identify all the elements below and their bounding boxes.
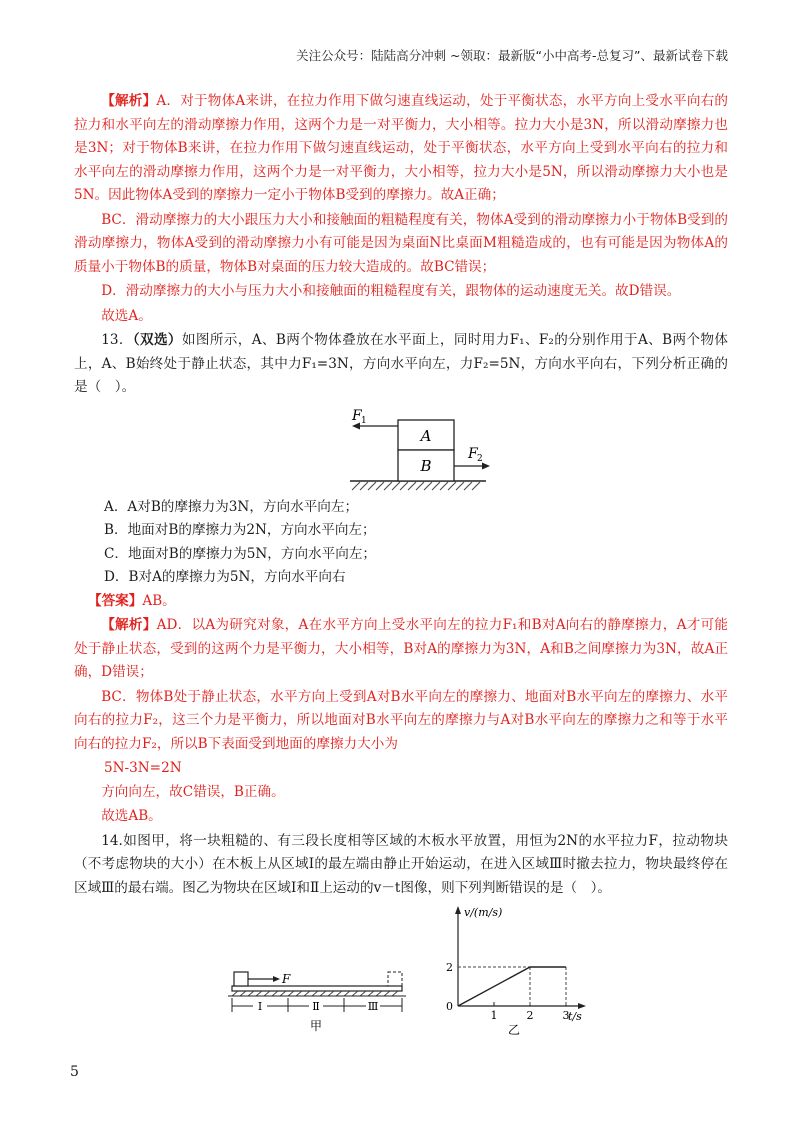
x-tick-1: 1 [490,1009,498,1022]
q13-figure [344,406,494,492]
label-force: F [282,972,291,986]
q13-stem [74,329,728,400]
label-a: A [420,426,432,445]
label-f2-sub: 2 [477,453,483,464]
q13-text: 如图所示，A、B两个物体叠放在水平面上，同时用力F₁、F₂的分别作用于A、B两个物体上，A、B始终处于静止状态，其中力F₁=3N，方向水平向左，力F₂=5N，方向水平向右，下列分析正确的是（ ）。 [74,332,728,395]
q12-conclusion: 故选A。 [101,307,152,324]
q13-equation: 5N-3N=2N [104,760,182,776]
region-2: Ⅱ [312,1000,320,1013]
vt-line [458,967,566,1006]
q14-stem [74,830,728,901]
caption-yi: 乙 [507,1023,521,1036]
ground-hatch [352,482,480,490]
y-tick-2: 2 [446,961,453,974]
page-content [74,90,728,1036]
q14-figure-yi [428,904,598,1036]
q12-analysis-a [74,90,728,208]
analysis-tag: 【解析】 [101,93,157,109]
region-3: Ⅲ [367,1000,379,1013]
y-axis-arrow-icon [455,906,461,914]
x-tick-3: 3 [562,1009,570,1022]
label-f2: F [468,445,478,462]
label-f1-sub: 1 [361,415,367,426]
x-axis-label: t/s [568,1010,582,1023]
f2-arrow-icon [482,462,490,469]
q13-analysis-bc: BC．物体B处于静止状态，水平方向上受到A对B水平向左的摩擦力、地面对B水平向左的摩擦力、水平向右的拉力F₂，这三个力是平衡力，所以地面对B水平向左的摩擦力与A对B水平向左的摩擦力之和等于水平向右的拉力F₂，所以B下表面受到地面的摩擦力大小为 [74,688,728,752]
q13-option-b: B．地面对B的摩擦力为2N，方向水平向左； [104,522,376,538]
analysis-tag: 【解析】 [101,617,157,633]
q12-analysis-bc: BC．滑动摩擦力的大小跟压力大小和接触面的粗糙程度有关，物体A受到的滑动摩擦力小于物体B受到的滑动摩擦力，物体A受到的滑动摩擦力小有可能是因为桌面N比桌面M粗糙造成的，也有可能是因为物体A的质量小于物体B的质量，物体B对桌面的压力较大造成的。故BC错误； [74,211,728,275]
q13-analysis-direction: 方向向左，故C错误，B正确。 [101,783,285,800]
q14-text: 如图甲，将一块粗糙的、有三段长度相等区域的木板水平放置，用恒为2N的水平拉力F，拉动物块（不考虑物块的大小）在木板上从区域Ⅰ的最左端由静止开始运动，在进入区域Ⅲ时撤去拉力，物块最终停在区域Ⅲ的最右端。图乙为物块在区域Ⅰ和Ⅱ上运动的v－t图像，则下列判断错误的是（ ）。 [74,832,728,896]
q13-option-a: A．A对B的摩擦力为3N，方向水平向左； [104,498,359,515]
q13-analysis-ad [74,614,728,685]
q13-conclusion: 故选AB。 [101,808,162,824]
q14-figures [226,904,728,1036]
q13-type: （双选） [132,332,182,348]
y-axis-label: v/(m/s) [464,906,503,919]
analysis-text: A．对于物体A来讲，在拉力作用下做匀速直线运动，处于平衡状态，水平方向上受水平向右的拉力和水平向左的滑动摩擦力作用，这两个力是一对平衡力，大小相等。拉力大小是3N，所以滑动摩擦力也是3N；对于物体B来讲，在拉力作用下做匀速直线运动，处于平衡状态，水平方向上受到水平向右的拉力和水平向左的滑动摩擦力作用，这两个力是一对平衡力，大小相等，拉力大小是5N，所以滑动摩擦力大小也是5N。因此物体A受到的摩擦力一定小于物体B受到的摩擦力。故A正确； [74,93,728,203]
q13-option-d: D．B对A的摩擦力为5N，方向水平向右 [104,569,346,585]
caption-jia: 甲 [309,1019,323,1033]
region-1: Ⅰ [257,1000,263,1013]
label-b: B [420,456,432,475]
page-number: 5 [70,1064,79,1080]
x-tick-2: 2 [526,1009,534,1022]
q14-number: 14. [101,832,123,849]
answer-text: AB。 [142,592,176,609]
q13-number: 13． [101,332,133,348]
force-arrow-icon [273,976,280,982]
block-start [234,972,248,986]
block-end [388,972,402,986]
origin-label: 0 [446,1000,453,1013]
q14-figure-jia [226,956,412,1036]
page-header: 关注公众号：陆陆高分冲刺 ~领取：最新版“小中高考-总复习”、最新试卷下载 [296,48,728,63]
q12-analysis-d: D．滑动摩擦力的大小与压力大小和接触面的粗糙程度有关，跟物体的运动速度无关。故D错误。 [101,283,681,299]
q13-answer [74,590,728,614]
analysis-text: AD．以A为研究对象，A在水平方向上受水平向左的拉力F₁和B对A向右的静摩擦力，A才可能处于静止状态，受到的这两个力是平衡力，大小相等，B对A的摩擦力为3N，A和B之间摩擦力为3N，故A正确，D错误； [74,617,729,680]
q13-option-c: C．地面对B的摩擦力为5N，方向水平向左； [104,545,377,562]
x-axis-arrow-icon [578,1003,586,1009]
label-f1: F [352,407,362,424]
answer-tag: 【答案】 [88,592,143,609]
